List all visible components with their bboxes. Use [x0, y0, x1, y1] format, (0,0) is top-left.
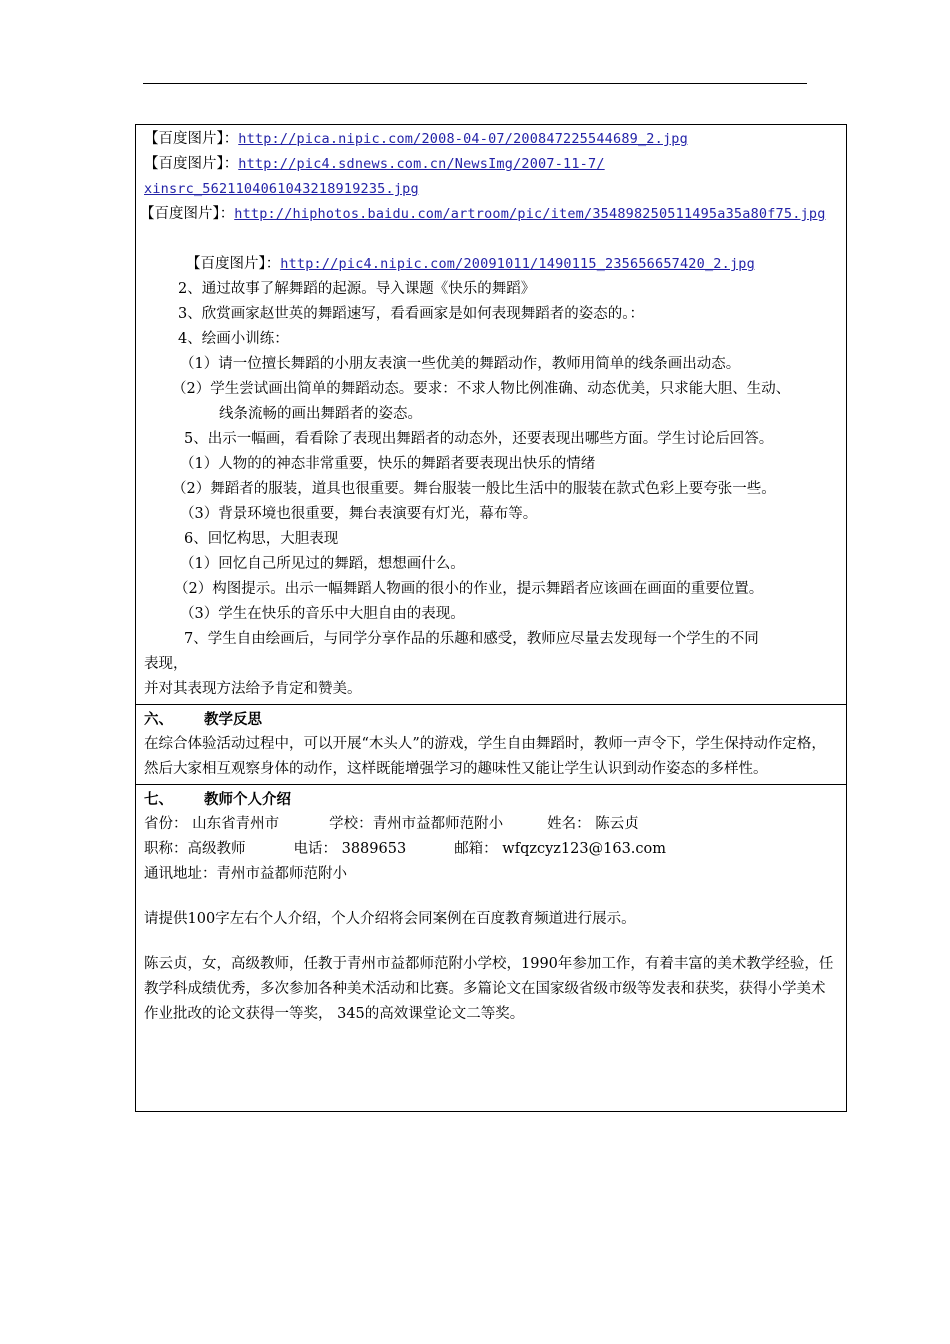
resources-cell — [136, 125, 846, 705]
reflection-text: 在综合体验活动过程中，可以开展“木头人”的游戏，学生自由舞蹈时，教师一声令下，学生保持动作定格，然后大家相互观察身体的动作，这样既能增强学习的趣味性又能让学生认识到动作姿态的多样性。 — [144, 736, 826, 777]
image-link-2-cont[interactable]: xinsrc_5621104061043218919235.jpg — [144, 181, 419, 197]
image-source-line-3 — [140, 202, 838, 227]
teacher-info-row-2 — [144, 837, 838, 862]
teacher-bio: 陈云贞，女，高级教师，任教于青州市益都师范附小学校，1990年参加工作，有着丰富的美术教学经验，任教学科成绩优秀，多次参加各种美术活动和比赛。多篇论文在国家级省级市级等发表和获奖，获得小学美术作业批改的论文获得一等奖， 345的高效课堂论文二等奖。 — [144, 956, 834, 1022]
lesson-step-7-cont: 表现， — [144, 656, 188, 672]
lesson-step-3: 3、欣赏画家赵世英的舞蹈速写，看看画家是如何表现舞蹈者的姿态的。： — [178, 306, 644, 322]
lesson-step-6-1: （1）回忆自己所见过的舞蹈，想想画什么。 — [180, 556, 465, 572]
lesson-step-4: 4、绘画小训练： — [178, 331, 289, 347]
teacher-school: 学校：青州市益都师范附小 — [329, 816, 504, 832]
image-link-3[interactable]: http://hiphotos.baidu.com/artroom/pic/item/354898250511495a35a80f75.jpg — [234, 206, 826, 222]
image-source-line-1 — [144, 127, 838, 152]
lesson-step-6-3: （3）学生在快乐的音乐中大胆自由的表现。 — [180, 606, 465, 622]
image-source-line-2-cont — [144, 177, 838, 202]
reflection-number: 六、 — [144, 711, 173, 728]
lesson-step-4-1: （1）请一位擅长舞蹈的小朋友表演一些优美的舞蹈动作，教师用简单的线条画出动态。 — [180, 356, 741, 372]
teacher-email: 邮箱： wfqzcyz123@163.com — [454, 841, 667, 857]
teacher-info-row-1 — [144, 812, 838, 837]
image-source-line-4 — [144, 252, 838, 277]
source-label: 【百度图片】： — [140, 206, 235, 222]
lesson-step-6: 6、回忆构思，大胆表现 — [184, 531, 339, 547]
lesson-step-5: 5、出示一幅画，看看除了表现出舞蹈者的动态外，还要表现出哪些方面。学生讨论后回答。 — [184, 431, 774, 447]
image-source-line-2 — [144, 152, 838, 177]
image-link-4[interactable]: http://pic4.nipic.com/20091011/1490115_235656657420_2.jpg — [280, 256, 755, 272]
teacher-title: 教师个人介绍 — [204, 791, 291, 808]
reflection-title: 教学反思 — [204, 711, 262, 728]
reflection-cell — [136, 705, 846, 785]
teacher-phone: 电话： 3889653 — [293, 841, 407, 857]
source-label: 【百度图片】： — [144, 156, 239, 172]
teacher-heading — [144, 787, 838, 812]
teacher-cell — [136, 785, 846, 1111]
lesson-step-5-3: （3）背景环境也很重要，舞台表演要有灯光，幕布等。 — [180, 506, 538, 522]
image-link-2[interactable]: http://pic4.sdnews.com.cn/NewsImg/2007-11-7/ — [238, 156, 605, 172]
source-label: 【百度图片】： — [144, 131, 239, 147]
lesson-step-7-end: 并对其表现方法给予肯定和赞美。 — [144, 681, 362, 697]
lesson-table — [135, 124, 847, 1112]
lesson-step-5-1: （1）人物的的神态非常重要，快乐的舞蹈者要表现出快乐的情绪 — [180, 456, 596, 472]
intro-request: 请提供100字左右个人介绍，个人介绍将会同案例在百度教育频道进行展示。 — [144, 911, 636, 927]
lesson-step-2: 2、通过故事了解舞蹈的起源。导入课题《快乐的舞蹈》 — [178, 281, 536, 297]
lesson-step-4-2: （2）学生尝试画出简单的舞蹈动态。要求：不求人物比例准确、动态优美，只求能大胆、生动、 — [172, 381, 791, 397]
teacher-province: 省份： 山东省青州市 — [144, 816, 280, 832]
teacher-rank: 职称：高级教师 — [144, 841, 246, 857]
teacher-address: 通讯地址：青州市益都师范附小 — [144, 866, 347, 882]
source-label: 【百度图片】： — [186, 256, 281, 272]
lesson-step-6-2: （2）构图提示。出示一幅舞蹈人物画的很小的作业，提示舞蹈者应该画在画面的重要位置。 — [174, 581, 764, 597]
lesson-step-5-2: （2）舞蹈者的服装，道具也很重要。舞台服装一般比生活中的服装在款式色彩上要夸张一些。 — [172, 481, 776, 497]
header-rule — [143, 83, 807, 84]
teacher-name: 姓名： 陈云贞 — [547, 816, 639, 832]
reflection-heading — [144, 707, 838, 732]
teacher-number: 七、 — [144, 791, 173, 808]
image-link-1[interactable]: http://pica.nipic.com/2008-04-07/200847225544689_2.jpg — [238, 131, 688, 147]
lesson-step-4-2-cont: 线条流畅的画出舞蹈者的姿态。 — [219, 406, 422, 422]
lesson-step-7: 7、学生自由绘画后，与同学分享作品的乐趣和感受，教师应尽量去发现每一个学生的不同 — [184, 631, 759, 647]
